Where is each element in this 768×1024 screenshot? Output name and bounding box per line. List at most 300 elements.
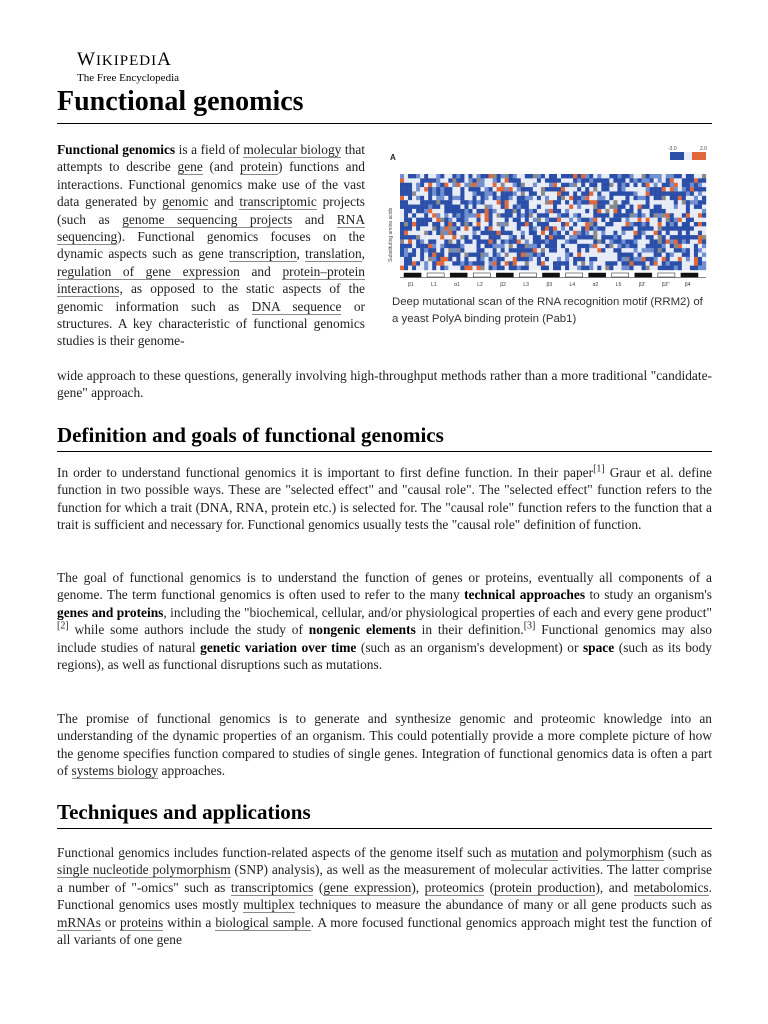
link-multiplex[interactable]: multiplex: [243, 897, 295, 913]
heatmap-cell: [404, 261, 408, 266]
heatmap-cell: [464, 183, 468, 188]
heatmap-cell: [646, 218, 650, 223]
heatmap-cell: [597, 248, 601, 253]
link-polymorphism[interactable]: polymorphism: [585, 845, 664, 860]
link-mutation[interactable]: mutation: [510, 845, 559, 860]
heatmap-cell: [702, 205, 706, 210]
heatmap-cell: [553, 231, 557, 236]
heatmap-cell: [678, 235, 682, 240]
heatmap-cell: [589, 209, 593, 214]
heatmap-cell: [674, 226, 678, 231]
heatmap-cell: [634, 226, 638, 231]
heatmap-cell: [557, 174, 561, 179]
link-gene-expression[interactable]: gene expression: [323, 879, 412, 895]
heatmap-cell: [557, 266, 561, 271]
heatmap-cell: [404, 205, 408, 210]
link-proteins[interactable]: proteins: [120, 914, 164, 930]
heatmap-cell: [613, 239, 617, 244]
heatmap-cell: [529, 191, 533, 196]
heatmap-cell: [646, 248, 650, 253]
heatmap-cell: [589, 239, 593, 244]
heatmap-cell: [428, 257, 432, 262]
heatmap-cell: [597, 174, 601, 179]
heatmap-cell: [694, 244, 698, 249]
heatmap-cell: [585, 226, 589, 231]
link-biological-sample[interactable]: biological sample: [215, 914, 311, 930]
heatmap-cell: [702, 257, 706, 262]
heatmap-cell: [625, 218, 629, 223]
heatmap-cell: [605, 187, 609, 192]
heatmap-cell: [670, 205, 674, 210]
heatmap-cell: [585, 213, 589, 218]
heatmap-cell: [468, 183, 472, 188]
heatmap-cell: [650, 196, 654, 201]
heatmap-cell: [670, 200, 674, 205]
heatmap-cell: [569, 266, 573, 271]
heatmap-cell: [485, 226, 489, 231]
heatmap-cell: [513, 231, 517, 236]
heatmap-cell: [493, 191, 497, 196]
heatmap-cell: [485, 222, 489, 227]
heatmap-cell: [464, 187, 468, 192]
heatmap-cell: [485, 231, 489, 236]
heatmap-cell: [674, 200, 678, 205]
heatmap-cell: [573, 231, 577, 236]
heatmap-cell: [662, 248, 666, 253]
heatmap-cell: [412, 266, 416, 271]
heatmap-cell: [412, 257, 416, 262]
heatmap-cell: [682, 231, 686, 236]
heatmap-cell: [428, 239, 432, 244]
heatmap-cell: [674, 235, 678, 240]
heatmap-cell: [505, 191, 509, 196]
structure-label: β3: [546, 282, 553, 288]
heatmap-cell: [702, 174, 706, 179]
heatmap-cell: [436, 244, 440, 249]
heatmap-cell: [609, 266, 613, 271]
heatmap-cell: [436, 200, 440, 205]
heatmap-cell: [581, 226, 585, 231]
heatmap-cell: [686, 253, 690, 258]
scale-min-label: -3.0: [668, 146, 677, 152]
heatmap-cell: [597, 200, 601, 205]
heatmap-cell: [658, 257, 662, 262]
heatmap-cell: [577, 213, 581, 218]
heatmap-cell: [698, 253, 702, 258]
heatmap-cell: [642, 191, 646, 196]
heatmap-cell: [521, 266, 525, 271]
heatmap-cell: [581, 257, 585, 262]
heatmap-cell: [545, 235, 549, 240]
heatmap-cell: [589, 174, 593, 179]
link-protein-protein-interactions[interactable]: protein–protein interactions: [57, 263, 365, 297]
heatmap-cell: [545, 226, 549, 231]
heatmap-cell: [424, 174, 428, 179]
heatmap-cell: [477, 209, 481, 214]
heatmap-cell: [493, 248, 497, 253]
heatmap-cell: [460, 239, 464, 244]
heatmap-cell: [549, 178, 553, 183]
heatmap-cell: [440, 248, 444, 253]
heatmap-cell: [674, 257, 678, 262]
heatmap-cell: [541, 231, 545, 236]
heatmap-cell: [424, 231, 428, 236]
heatmap-cell: [472, 178, 476, 183]
heatmap-cell: [533, 191, 537, 196]
heatmap-cell: [585, 196, 589, 201]
heatmap-cell: [408, 261, 412, 266]
heatmap-cell: [650, 200, 654, 205]
heatmap-cell: [577, 222, 581, 227]
heatmap-cell: [541, 213, 545, 218]
heatmap-cell: [408, 226, 412, 231]
heatmap-cell: [541, 222, 545, 227]
heatmap-cell: [621, 205, 625, 210]
heatmap-cell: [666, 196, 670, 201]
structure-element: [589, 273, 606, 277]
heatmap-cell: [493, 257, 497, 262]
heatmap-cell: [448, 191, 452, 196]
heatmap-cell: [537, 235, 541, 240]
heatmap-cell: [613, 178, 617, 183]
heatmap-figure: [386, 142, 712, 290]
heatmap-cell: [497, 266, 501, 271]
heatmap-cell: [444, 178, 448, 183]
link-genome-sequencing-projects[interactable]: genome sequencing projects: [122, 211, 293, 227]
heatmap-cell: [537, 226, 541, 231]
reference-3[interactable]: [3]: [523, 620, 536, 632]
thumbnail-figure[interactable]: [386, 142, 712, 328]
heatmap-cell: [601, 239, 605, 244]
heatmap-cell: [585, 200, 589, 205]
link-translation[interactable]: translation: [305, 246, 362, 262]
heatmap-cell: [561, 235, 565, 240]
wikipedia-logo[interactable]: [77, 50, 179, 84]
heatmap-cell: [625, 205, 629, 210]
heatmap-cell: [472, 266, 476, 271]
heatmap-cell: [501, 178, 505, 183]
heatmap-cell: [561, 248, 565, 253]
heatmap-cell: [662, 191, 666, 196]
heatmap-cell: [509, 178, 513, 183]
link-molecular-biology[interactable]: molecular biology: [243, 142, 342, 157]
heatmap-cell: [557, 183, 561, 188]
heatmap-cell: [505, 183, 509, 188]
heatmap-cell: [537, 196, 541, 201]
structure-label: β2: [500, 282, 506, 288]
heatmap-cell: [529, 200, 533, 205]
heatmap-cell: [541, 205, 545, 210]
link-transcriptomics[interactable]: transcriptomics: [230, 879, 314, 895]
link-protein[interactable]: protein: [240, 159, 278, 175]
heatmap-cell: [557, 248, 561, 253]
heatmap-cell: [601, 226, 605, 231]
link-dna-sequence[interactable]: DNA sequence: [251, 298, 342, 314]
heatmap-cell: [694, 248, 698, 253]
heatmap-cell: [521, 235, 525, 240]
heatmap-cell: [589, 244, 593, 249]
heatmap-cell: [617, 266, 621, 271]
link-transcription[interactable]: transcription: [228, 246, 297, 262]
heatmap-cell: [694, 174, 698, 179]
page-title: Functional genomics: [57, 83, 712, 124]
link-systems-biology[interactable]: systems biology: [71, 763, 159, 779]
link-genomic[interactable]: genomic: [162, 194, 209, 210]
heatmap-cell: [625, 226, 629, 231]
heatmap-cell: [581, 183, 585, 188]
heatmap-cell: [634, 209, 638, 214]
heatmap-cell: [497, 226, 501, 231]
heatmap-cell: [549, 218, 553, 223]
heatmap-cell: [456, 239, 460, 244]
heatmap-cell: [569, 191, 573, 196]
reference-1[interactable]: [1]: [593, 463, 605, 475]
heatmap-cell: [420, 257, 424, 262]
heatmap-cell: [404, 213, 408, 218]
heatmap-cell: [452, 266, 456, 271]
heatmap-cell: [646, 244, 650, 249]
link-protein-production[interactable]: protein production: [494, 879, 596, 895]
heatmap-cell: [432, 231, 436, 236]
heatmap-cell: [517, 213, 521, 218]
heatmap-cell: [666, 222, 670, 227]
heatmap-cell: [682, 239, 686, 244]
heatmap-cell: [517, 261, 521, 266]
heatmap-cell: [662, 183, 666, 188]
heatmap-cell: [666, 209, 670, 214]
heatmap-cell: [625, 239, 629, 244]
link-rna-sequencing[interactable]: RNA sequencing: [57, 211, 366, 245]
heatmap-cell: [472, 261, 476, 266]
heatmap-cell: [489, 235, 493, 240]
heatmap-cell: [654, 196, 658, 201]
heatmap-cell: [464, 266, 468, 271]
heatmap-cell: [682, 261, 686, 266]
heatmap-cell: [573, 261, 577, 266]
link-metabolomics[interactable]: metabolomics: [633, 879, 709, 895]
heatmap-cell: [642, 218, 646, 223]
heatmap-cell: [517, 205, 521, 210]
reference-2[interactable]: [2]: [57, 620, 69, 632]
heatmap-cell: [549, 187, 553, 192]
heatmap-cell: [497, 239, 501, 244]
heatmap-cell: [694, 183, 698, 188]
heatmap-cell: [545, 261, 549, 266]
heatmap-cell: [432, 196, 436, 201]
heatmap-cell: [545, 239, 549, 244]
heatmap-cell: [521, 218, 525, 223]
heatmap-cell: [678, 226, 682, 231]
heatmap-cell: [702, 191, 706, 196]
heatmap-cell: [625, 257, 629, 262]
heatmap-cell: [690, 226, 694, 231]
heatmap-cell: [505, 200, 509, 205]
heatmap-cell: [517, 218, 521, 223]
heatmap-cell: [497, 222, 501, 227]
heatmap-cell: [549, 174, 553, 179]
heatmap-cell: [609, 226, 613, 231]
link-single-nucleotide-polymorphism[interactable]: single nucleotide polymorphism: [57, 862, 231, 878]
heatmap-cell: [404, 239, 408, 244]
heatmap-cell: [585, 209, 589, 214]
heatmap-cell: [561, 266, 565, 271]
heatmap-cell: [581, 235, 585, 240]
heatmap-cell: [674, 248, 678, 253]
heatmap-cell: [481, 261, 485, 266]
heatmap-cell: [702, 187, 706, 192]
heatmap-cell: [662, 235, 666, 240]
heatmap-cell: [666, 178, 670, 183]
heatmap-cell: [444, 226, 448, 231]
heatmap-cell: [617, 218, 621, 223]
heatmap-cell: [621, 235, 625, 240]
heatmap-cell: [593, 205, 597, 210]
heatmap-cell: [577, 226, 581, 231]
heatmap-cell: [505, 231, 509, 236]
link-proteomics[interactable]: proteomics: [424, 879, 485, 895]
heatmap-cell: [432, 226, 436, 231]
heatmap-cell: [609, 239, 613, 244]
heatmap-cell: [440, 257, 444, 262]
heatmap-cell: [698, 183, 702, 188]
heatmap-cell: [581, 266, 585, 271]
heatmap-cell: [472, 235, 476, 240]
heatmap-cell: [460, 209, 464, 214]
heatmap-cell: [577, 196, 581, 201]
heatmap-cell: [638, 209, 642, 214]
heatmap-cell: [529, 231, 533, 236]
heatmap-cell: [493, 205, 497, 210]
heatmap-cell: [678, 213, 682, 218]
heatmap-cell: [613, 235, 617, 240]
heatmap-cell: [630, 187, 634, 192]
heatmap-cell: [485, 239, 489, 244]
heatmap-cell: [698, 248, 702, 253]
heatmap-cell: [525, 248, 529, 253]
heatmap-cell: [537, 244, 541, 249]
heatmap-cell: [432, 222, 436, 227]
heatmap-cell: [682, 248, 686, 253]
heatmap-cell: [444, 209, 448, 214]
heatmap-cell: [424, 261, 428, 266]
heatmap-cell: [601, 248, 605, 253]
heatmap-cell: [537, 239, 541, 244]
link-mrnas[interactable]: mRNAs: [57, 914, 101, 930]
heatmap-cell: [625, 248, 629, 253]
heatmap-cell: [529, 261, 533, 266]
heatmap-cell: [589, 196, 593, 201]
heatmap-cell: [436, 248, 440, 253]
heatmap-cell: [436, 196, 440, 201]
heatmap-cell: [569, 187, 573, 192]
heatmap-cell: [581, 209, 585, 214]
heatmap-cell: [400, 174, 404, 179]
heatmap-cell: [625, 187, 629, 192]
heatmap-cell: [678, 183, 682, 188]
heatmap-cell: [617, 178, 621, 183]
heatmap-cell: [497, 205, 501, 210]
heatmap-cell: [597, 205, 601, 210]
heatmap-cell: [630, 178, 634, 183]
heatmap-cell: [694, 209, 698, 214]
heatmap-cell: [537, 213, 541, 218]
heatmap-cell: [436, 213, 440, 218]
heatmap-cell: [545, 178, 549, 183]
heatmap-cell: [541, 218, 545, 223]
heatmap-cell: [617, 235, 621, 240]
link-transcriptomic[interactable]: transcriptomic: [239, 194, 317, 210]
heatmap-cell: [481, 178, 485, 183]
heatmap-cell: [448, 196, 452, 201]
heatmap-cell: [509, 235, 513, 240]
heatmap-cell: [472, 213, 476, 218]
structure-label: β3'': [661, 282, 670, 288]
heatmap-cell: [440, 205, 444, 210]
heatmap-cell: [477, 196, 481, 201]
heatmap-cell: [678, 178, 682, 183]
heatmap-cell: [646, 213, 650, 218]
heatmap-cell: [694, 253, 698, 258]
heatmap-cell: [682, 196, 686, 201]
heatmap-cell: [658, 253, 662, 258]
heatmap-cell: [537, 174, 541, 179]
heatmap-cell: [436, 235, 440, 240]
mutational-scan-image[interactable]: [386, 142, 712, 290]
heatmap-cell: [686, 239, 690, 244]
heatmap-cell: [678, 187, 682, 192]
heatmap-cell: [477, 248, 481, 253]
heatmap-cell: [549, 231, 553, 236]
heatmap-cell: [557, 235, 561, 240]
heatmap-cell: [662, 226, 666, 231]
heatmap-cell: [489, 226, 493, 231]
heatmap-cell: [497, 196, 501, 201]
heatmap-cell: [464, 200, 468, 205]
heatmap-cell: [589, 266, 593, 271]
heatmap-cell: [621, 174, 625, 179]
heatmap-cell: [460, 213, 464, 218]
heatmap-cell: [489, 213, 493, 218]
heatmap-cell: [601, 213, 605, 218]
link-regulation-of-gene-expression[interactable]: regulation of gene expression: [57, 263, 240, 279]
heatmap-cell: [662, 257, 666, 262]
heatmap-cell: [408, 253, 412, 258]
heatmap-cell: [404, 253, 408, 258]
heatmap-cell: [630, 205, 634, 210]
heatmap-cell: [533, 174, 537, 179]
heatmap-cell: [577, 257, 581, 262]
link-gene[interactable]: gene: [177, 159, 203, 175]
heatmap-cell: [440, 178, 444, 183]
heatmap-cell: [674, 191, 678, 196]
heatmap-cell: [460, 178, 464, 183]
heatmap-cell: [573, 244, 577, 249]
heatmap-cell: [702, 253, 706, 258]
heatmap-cell: [509, 248, 513, 253]
heatmap-cell: [533, 205, 537, 210]
heatmap-cell: [674, 261, 678, 266]
heatmap-cell: [625, 183, 629, 188]
heatmap-cell: [601, 174, 605, 179]
heatmap-cell: [686, 174, 690, 179]
heatmap-cell: [569, 226, 573, 231]
heatmap-cell: [654, 235, 658, 240]
heatmap-cell: [408, 244, 412, 249]
heatmap-cell: [561, 239, 565, 244]
heatmap-cell: [589, 248, 593, 253]
heatmap-cell: [650, 183, 654, 188]
heatmap-cell: [634, 174, 638, 179]
